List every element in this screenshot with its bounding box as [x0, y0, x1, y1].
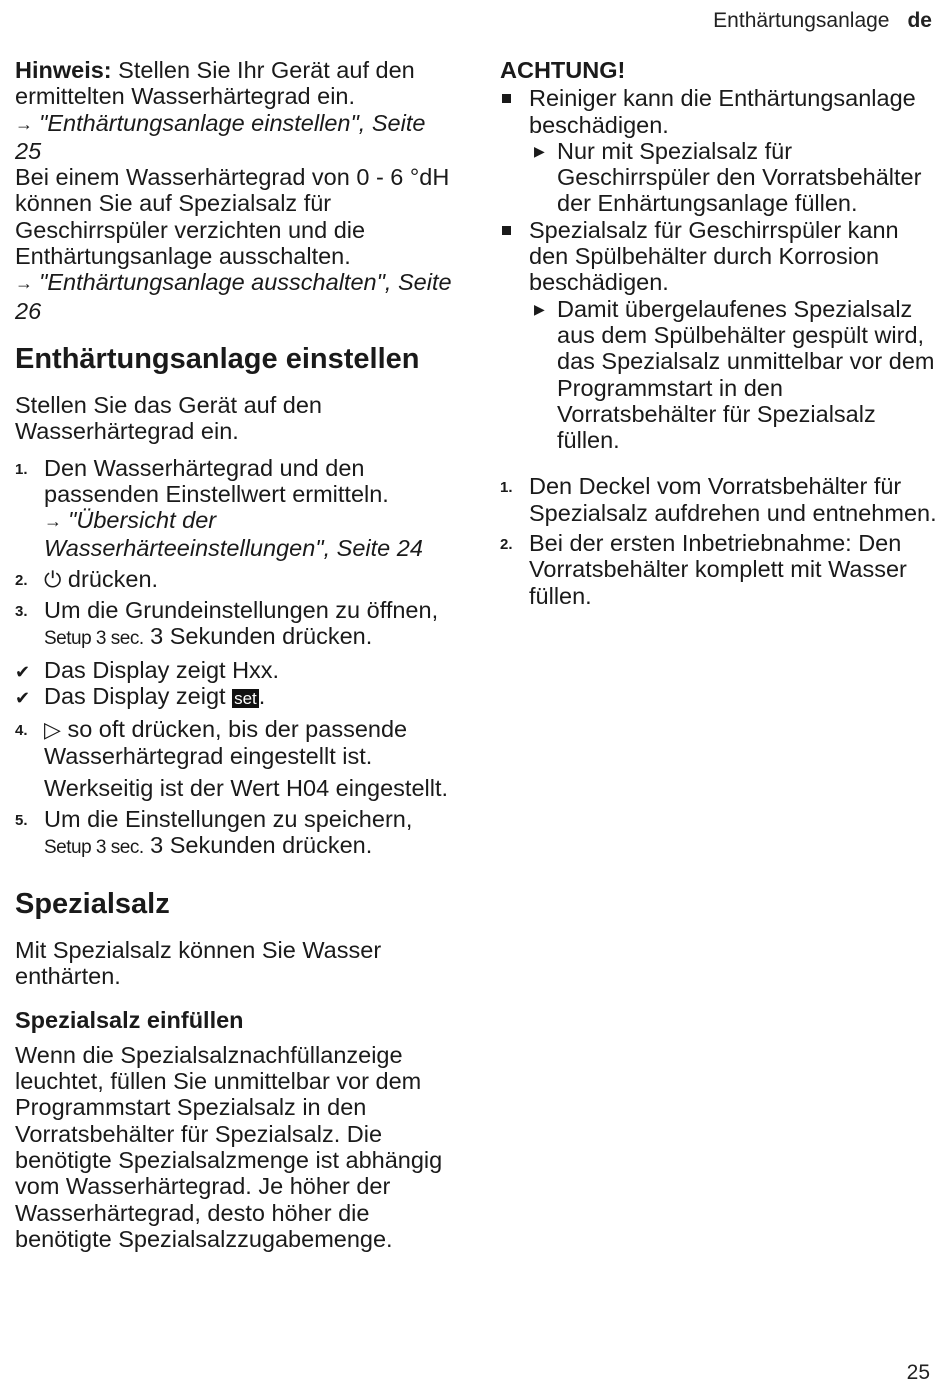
check-icon: ✔ — [15, 661, 31, 682]
arrow-right-icon: → — [15, 113, 33, 134]
arrow-right-icon: → — [15, 273, 33, 294]
warning-list — [500, 85, 938, 453]
einfuellen-text: Wenn die Spezialsalznachfüllanzeige leuchtet, füllen Sie unmittelbar vor dem Programmstart Spezialsalz in den Vorratsbehälter für Spezialsalz. Die benötigte Spezialsalzmenge ist abhängig vom Wasserhärtegrad. Je höher der Wasserhärtegrad, desto höher die benötigte Spezialsalzzugabemenge. — [15, 1041, 443, 1252]
spezialsalz-intro: Mit Spezialsalz können Sie Wasser enthärten. — [15, 937, 382, 990]
triangle-bullet-icon: ▶ — [534, 142, 545, 159]
triangle-bullet-icon: ▶ — [534, 300, 545, 317]
arrow-right-icon: → — [44, 511, 62, 532]
warning-action: ▶ Damit übergelaufenes Spezialsalz aus dem Spülbehälter gespült wird, das Spezialsalz unmittelbar vor dem Programmstart in den Vorratsbehälter für Spezialsalz füllen. — [534, 295, 935, 454]
check-icon: ✔ — [15, 687, 31, 708]
header-section: Enthärtungsanlage — [713, 9, 890, 32]
note-label: Hinweis: — [15, 57, 112, 83]
step-2: 2. ⏻ drücken. — [15, 565, 159, 592]
note-text-2: Bei einem Wasserhärtegrad von 0 - 6 °dH können Sie auf Spezialsalz für Geschirrspüler verzichten und die Enthärtungsanlage ausschalten. — [15, 164, 450, 270]
step-4-note: Werkseitig ist der Wert H04 eingestellt. — [44, 775, 449, 802]
warning-item: Spezialsalz für Geschirrspüler kann den Spülbehälter durch Korrosion beschädigen. ▶ Damit übergelaufenes Spezialsalz aus dem Spülbehälter gespült wird, das Spezialsalz unmittelbar vor dem Programmstart in den Vorratsbehälter für Spezialsalz füllen. — [500, 217, 938, 454]
warning-item: Reiniger kann die Enthärtungsanlage beschädigen. ▶ Nur mit Spezialsalz für Geschirrspüler den Vorratsbehälter der Enhärtungsanlage füllen. — [500, 85, 938, 216]
bullet-square-icon — [502, 94, 511, 103]
setup-key-label: Setup 3 sec. — [44, 628, 144, 650]
bullet-square-icon — [502, 226, 511, 235]
heading-spezialsalz-einfuellen: Spezialsalz einfüllen — [15, 1006, 244, 1033]
step-5: 5. Um die Einstellungen zu speichern, Setup 3 sec. 3 Sekunden drücken. — [15, 805, 413, 858]
heading-enthaertung-einstellen: Enthärtungsanlage einstellen — [15, 342, 420, 375]
page-header — [713, 8, 932, 34]
cross-reference[interactable]: → "Enthärtungsanlage ausschalten", Seite 26 — [15, 269, 452, 324]
salt-step-2: 2. Bei der ersten Inbetriebnahme: Den Vorratsbehälter komplett mit Wasser füllen. — [500, 530, 907, 609]
arrow-next-icon: ▷ — [44, 716, 61, 742]
header-language: de — [907, 9, 932, 32]
page-number: 25 — [906, 1361, 930, 1384]
result-1: ✔ Das Display zeigt Hxx. — [15, 656, 280, 683]
intro-text: Stellen Sie das Gerät auf den Wasserhärtegrad ein. — [15, 391, 323, 445]
cross-reference[interactable]: → "Enthärtungsanlage einstellen", Seite 25 — [15, 109, 426, 164]
step-1: 1. Den Wasserhärtegrad und den passenden Einstellwert ermitteln. → "Übersicht der Wasserhärteeinstellungen", Seite 24 — [15, 455, 455, 562]
step-3: 3. Um die Grundeinstellungen zu öffnen, Setup 3 sec. 3 Sekunden drücken. ✔ Das Display zeigt Hxx. ✔ Das Display zeigt set. — [15, 597, 455, 712]
warning-title: ACHTUNG! — [500, 57, 626, 83]
power-icon: ⏻ — [44, 566, 62, 592]
steps-list — [15, 455, 455, 862]
note-text: Stellen Sie Ihr Gerät auf den ermittelten Wasserhärtegrad ein. — [15, 57, 415, 110]
salt-step-1: 1. Den Deckel vom Vorratsbehälter für Spezialsalz aufdrehen und entnehmen. — [500, 473, 937, 526]
display-set-indicator: set — [234, 688, 257, 708]
cross-reference[interactable]: → "Übersicht der Wasserhärteeinstellungen", Seite 24 — [44, 507, 423, 562]
result-2: ✔ Das Display zeigt set. — [15, 682, 266, 709]
heading-spezialsalz: Spezialsalz — [15, 888, 170, 921]
salt-steps-list — [500, 473, 938, 608]
warning-action: ▶ Nur mit Spezialsalz für Geschirrspüler den Vorratsbehälter der Enhärtungsanlage füllen. — [534, 137, 922, 217]
note-paragraph — [15, 57, 455, 110]
setup-key-label: Setup 3 sec. — [44, 836, 144, 858]
right-column — [500, 57, 938, 613]
left-column — [15, 57, 455, 1252]
step-4: 4. ▷ so oft drücken, bis der passende Wasserhärtegrad eingestellt ist. Werkseitig ist der Wert H04 eingestellt. — [15, 716, 455, 802]
